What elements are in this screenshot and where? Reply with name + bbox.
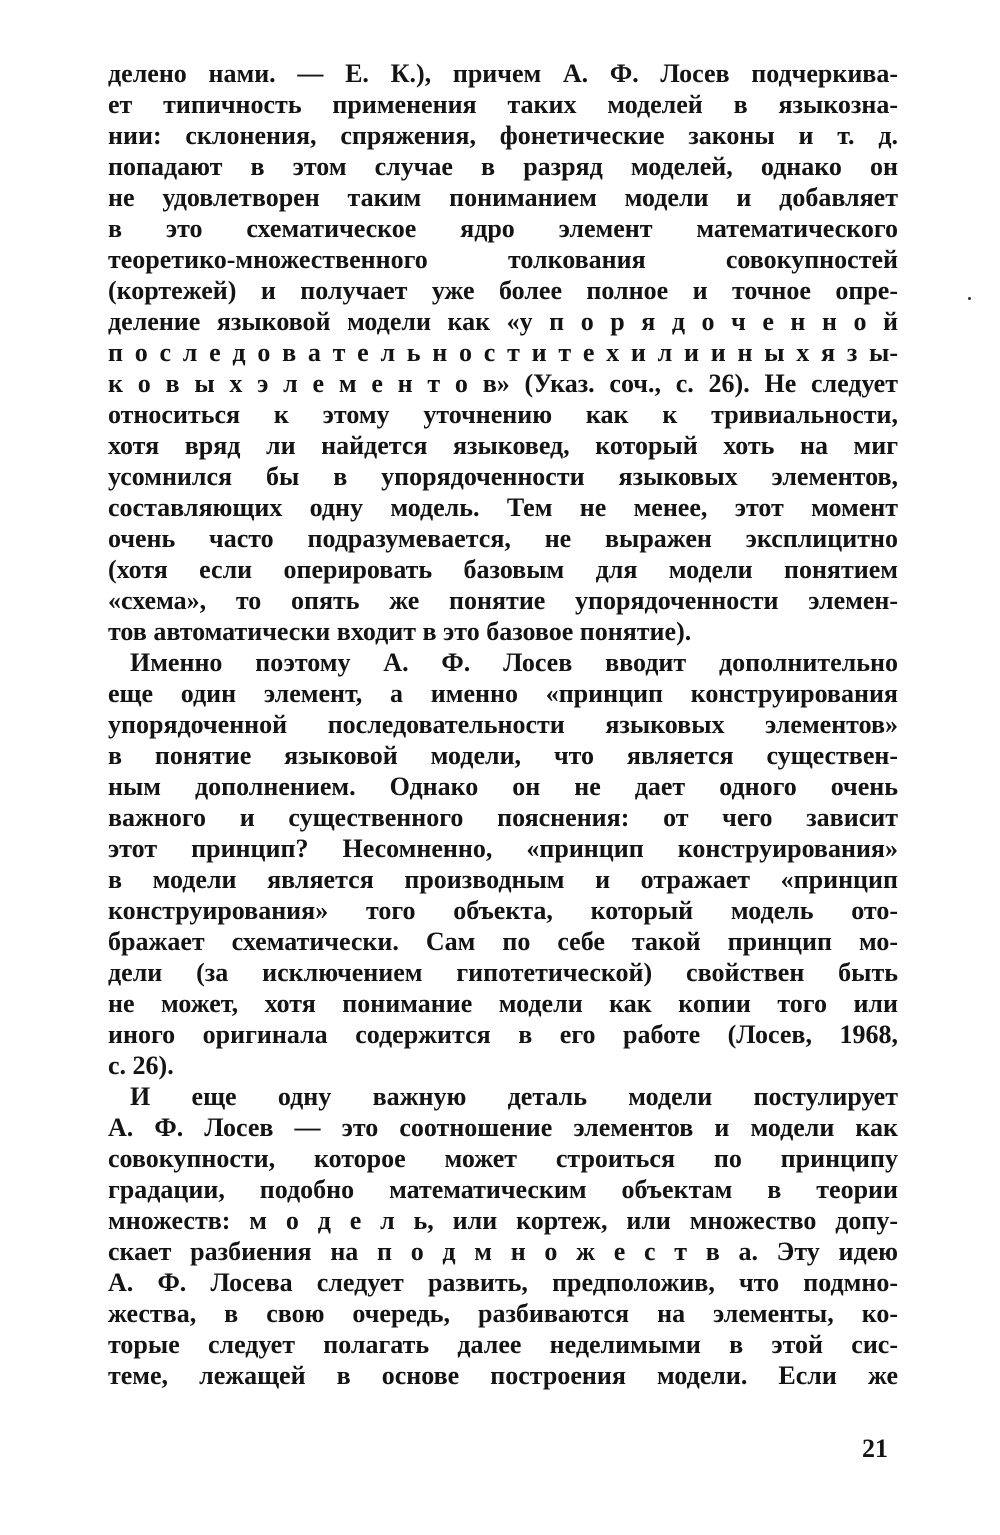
text-line: не удовлетворен таким пониманием модели и добавляет xyxy=(108,183,898,212)
text-line: составляющих одну модель. Тем не менее, этот момент xyxy=(108,493,898,522)
text-line: ным дополнением. Однако он не дает одного очень xyxy=(108,772,898,801)
text-line: А. Ф. Лосев — это соотношение элементов и модели как xyxy=(108,1113,898,1142)
text-line: к о в ы х э л е м е н т о в» (Указ. соч., с. 26). Не следует xyxy=(108,369,898,398)
text-line: бражает схематически. Сам по себе такой принцип мо- xyxy=(108,927,898,956)
text-line: дели (за исключением гипотетической) свойствен быть xyxy=(108,958,898,987)
text-line: градации, подобно математическим объектам в теории xyxy=(108,1175,898,1204)
text-line: еще один элемент, а именно «принцип конструирования xyxy=(108,679,898,708)
text-line: важного и существенного пояснения: от чего зависит xyxy=(108,803,898,832)
text-line: в это схематическое ядро элемент математического xyxy=(108,214,898,243)
text-line: А. Ф. Лосева следует развить, предположив, что подмно- xyxy=(108,1268,898,1297)
text-line: попадают в этом случае в разряд моделей, однако он xyxy=(108,152,898,181)
text-line: совокупности, которое может строиться по принципу xyxy=(108,1144,898,1173)
text-line: множеств: м о д е л ь, или кортеж, или множество допу- xyxy=(108,1206,898,1235)
text-line: п о с л е д о в а т е л ь н о с т и т е х и л и и н ы х я з ы- xyxy=(108,338,898,367)
text-line: (кортежей) и получает уже более полное и точное опре- xyxy=(108,276,898,305)
body-text xyxy=(108,58,898,1391)
text-line: в понятие языковой модели, что является существен- xyxy=(108,741,898,770)
text-line: теоретико-множественного толкования совокупностей xyxy=(108,245,898,274)
margin-speck xyxy=(968,297,971,300)
text-line: упорядоченной последовательности языковых элементов» xyxy=(108,710,898,739)
text-line: хотя вряд ли найдется языковед, который хоть на миг xyxy=(108,431,898,460)
text-line: усомнился бы в упорядоченности языковых элементов, xyxy=(108,462,898,491)
text-line: относиться к этому уточнению как к тривиальности, xyxy=(108,400,898,429)
page-number: 21 xyxy=(862,1434,888,1463)
text-line: этот принцип? Несомненно, «принцип конструирования» xyxy=(108,834,898,863)
text-line: жества, в свою очередь, разбиваются на элементы, ко- xyxy=(108,1299,898,1328)
paragraph-start-line: Именно поэтому А. Ф. Лосев вводит дополнительно xyxy=(130,648,898,677)
text-line: делено нами. — Е. К.), причем А. Ф. Лосев подчеркива- xyxy=(108,59,898,88)
text-line: тов автоматически входит в это базовое понятие). xyxy=(108,617,692,646)
paragraph-start-line: И еще одну важную деталь модели постулирует xyxy=(130,1082,898,1111)
text-line: очень часто подразумевается, не выражен эксплицитно xyxy=(108,524,898,553)
text-line: (хотя если оперировать базовым для модели понятием xyxy=(108,555,898,584)
text-line: деление языковой модели как «у п о р я д о ч е н н о й xyxy=(108,307,898,336)
text-line: ет типичность применения таких моделей в языкозна- xyxy=(108,90,898,119)
text-line: скает разбиения на п о д м н о ж е с т в а. Эту идею xyxy=(108,1237,898,1266)
text-line: иного оригинала содержится в его работе (Лосев, 1968, xyxy=(108,1020,898,1049)
text-line: конструирования» того объекта, который модель ото- xyxy=(108,896,898,925)
text-line: торые следует полагать далее неделимыми в этой сис- xyxy=(108,1330,898,1359)
text-line: нии: склонения, спряжения, фонетические законы и т. д. xyxy=(108,121,898,150)
text-line: с. 26). xyxy=(108,1051,174,1080)
text-line: не может, хотя понимание модели как копии того или xyxy=(108,989,898,1018)
text-line: в модели является производным и отражает «принцип xyxy=(108,865,898,894)
text-line: «схема», то опять же понятие упорядоченности элемен- xyxy=(108,586,898,615)
text-line: теме, лежащей в основе построения модели. Если же xyxy=(108,1361,898,1390)
